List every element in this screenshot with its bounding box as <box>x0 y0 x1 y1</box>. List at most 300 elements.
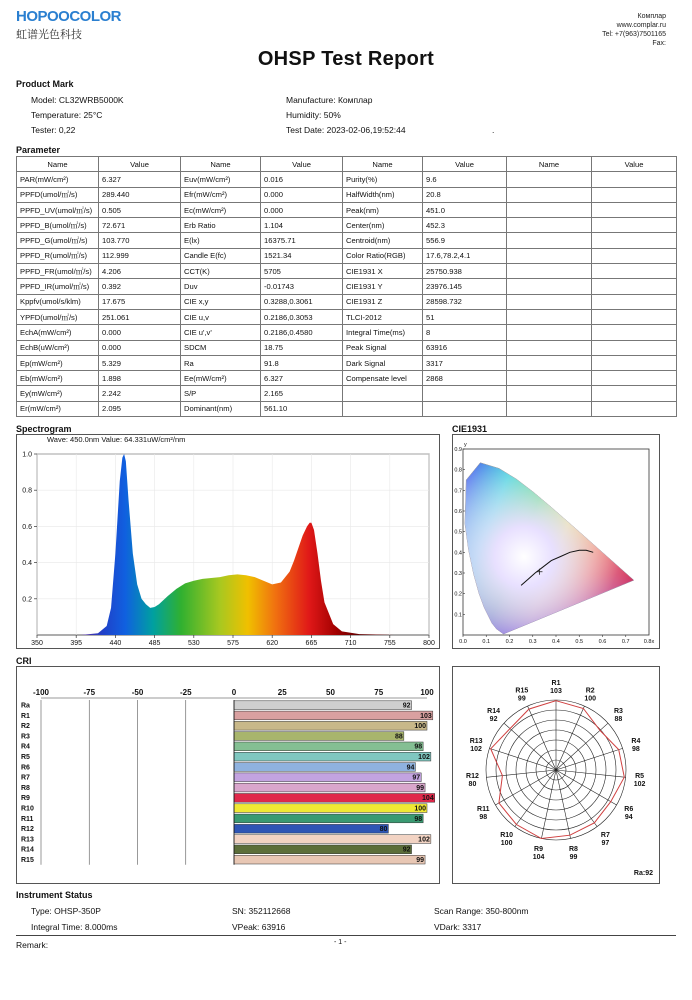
parameter-name-cell: CCT(K) <box>181 264 261 279</box>
polar-label: R12 <box>466 772 479 780</box>
parameter-value-cell <box>592 386 677 401</box>
model: Model: CL32WRB5000K <box>31 95 124 105</box>
spectrum-xtick-label: 755 <box>383 640 396 647</box>
parameter-name-cell: Efr(mW/cm²) <box>181 187 261 202</box>
spectrum-ytick-label: 0.4 <box>22 560 32 568</box>
parameter-value-cell <box>423 401 507 416</box>
cri-row-label: R3 <box>21 733 30 741</box>
cri-bar <box>234 835 431 844</box>
parameter-name-cell: CIE u,v <box>181 309 261 324</box>
parameter-value-cell: 1.898 <box>99 371 181 386</box>
parameter-row <box>17 325 677 340</box>
parameter-header-cell: Name <box>181 157 261 172</box>
cri-axis-label: -100 <box>32 688 50 697</box>
parameter-name-cell <box>507 279 592 294</box>
polar-value: 102 <box>470 746 482 754</box>
cri-bar-value: 99 <box>416 857 425 864</box>
cri-bar <box>234 824 388 833</box>
parameter-name-cell: EchB(uW/cm²) <box>17 340 99 355</box>
cie-xtick-label: 0.7 <box>621 639 630 645</box>
tester: Tester: 0,22 <box>31 125 76 135</box>
polar-label: R14 <box>487 707 500 715</box>
parameter-table <box>16 156 677 417</box>
parameter-value-cell: 251.061 <box>99 309 181 324</box>
parameter-value-cell: 5705 <box>261 264 343 279</box>
parameter-row <box>17 355 677 370</box>
cri-row-label: R13 <box>21 836 34 844</box>
spectrum-xtick-label: 710 <box>344 640 357 647</box>
parameter-name-cell <box>343 386 423 401</box>
parameter-value-cell: 1.104 <box>261 218 343 233</box>
parameter-value-cell <box>592 233 677 248</box>
parameter-value-cell: 0.505 <box>99 202 181 217</box>
spectrum-xtick-label: 530 <box>187 640 200 647</box>
footer-divider <box>16 935 676 936</box>
cie-ytick-label: 0.5 <box>454 529 462 536</box>
logo-subtitle: 虹谱光色科技 <box>16 28 82 41</box>
spectrum-xtick-label: 440 <box>109 640 122 647</box>
parameter-name-cell: PPFD_B(umol/㎡/s) <box>17 218 99 233</box>
parameter-name-cell <box>507 233 592 248</box>
spectrogram-panel <box>16 434 440 649</box>
cri-row-label: R9 <box>21 795 30 803</box>
spectrum-ytick-label: 0.8 <box>22 487 32 495</box>
parameter-value-cell: 5.329 <box>99 355 181 370</box>
cri-row-label: Ra <box>21 702 30 710</box>
parameter-name-cell: Purity(%) <box>343 172 423 187</box>
cri-row-label: R15 <box>21 857 34 864</box>
instrument-type: Type: OHSP-350P <box>31 906 101 916</box>
polar-label: R15 <box>515 687 529 695</box>
parameter-value-cell <box>592 309 677 324</box>
spectrum-readout: Wave: 450.0nm Value: 64.331uW/cm²/nm <box>47 435 186 444</box>
parameter-row <box>17 202 677 217</box>
parameter-value-cell: 4.206 <box>99 264 181 279</box>
cri-bar-value: 94 <box>406 764 415 772</box>
cie-ytick-label: 0.2 <box>454 591 462 598</box>
parameter-value-cell: 17.6,78.2,4.1 <box>423 248 507 263</box>
cie-xtick-label: 0.2 <box>505 639 514 645</box>
fax: Fax: <box>652 40 666 47</box>
cri-axis-label: 75 <box>374 688 384 697</box>
cie-ytick-label: 0.3 <box>454 571 462 577</box>
parameter-name-cell <box>507 325 592 340</box>
cie-ytick-label: 0.1 <box>454 612 462 619</box>
parameter-name-cell: E(lx) <box>181 233 261 248</box>
vdark: VDark: 3317 <box>434 922 482 932</box>
parameter-row <box>17 279 677 294</box>
polar-value: 94 <box>624 814 633 821</box>
parameter-value-cell: 6.327 <box>261 371 343 386</box>
parameter-name-cell: Ey(mW/cm²) <box>17 386 99 401</box>
parameter-value-cell <box>592 248 677 263</box>
parameter-value-cell: 451.0 <box>423 202 507 217</box>
parameter-value-cell <box>592 355 677 370</box>
cri-bar <box>234 721 427 730</box>
cri-bar-chart <box>17 667 439 883</box>
cie-panel <box>452 434 660 649</box>
parameter-row <box>17 309 677 324</box>
spectrum-chart <box>17 435 439 648</box>
parameter-name-cell: EchA(mW/cm²) <box>17 325 99 340</box>
parameter-name-cell: Erb Ratio <box>181 218 261 233</box>
cri-bar <box>234 701 412 710</box>
parameter-name-cell: PPFD_G(umol/㎡/s) <box>17 233 99 248</box>
parameter-value-cell <box>423 386 507 401</box>
polar-spoke <box>489 748 556 770</box>
parameter-name-cell: Ep(mW/cm²) <box>17 355 99 370</box>
cri-bar <box>234 804 427 813</box>
instrument-sn: SN: 352112668 <box>232 906 291 916</box>
cie-heading: CIE1931 <box>452 424 488 434</box>
cri-bar-value: 92 <box>402 846 411 854</box>
parameter-value-cell <box>592 294 677 309</box>
polar-value: 99 <box>569 854 578 862</box>
parameter-name-cell: PPFD(umol/㎡/s) <box>17 187 99 202</box>
spectrum-xtick-label: 485 <box>148 640 161 647</box>
parameter-name-cell <box>507 355 592 370</box>
cri-row-label: R7 <box>21 774 30 782</box>
instrument-heading: Instrument Status <box>16 890 93 900</box>
parameter-name-cell <box>507 202 592 217</box>
cri-polar-panel <box>452 666 660 884</box>
parameter-name-cell <box>507 187 592 202</box>
humidity: Humidity: 50% <box>286 110 341 120</box>
parameter-value-cell: 16375.71 <box>261 233 343 248</box>
parameter-name-cell: Ra <box>181 355 261 370</box>
polar-label: R4 <box>631 738 641 746</box>
parameter-name-cell <box>343 401 423 416</box>
cri-bar <box>234 814 423 823</box>
company-logo <box>16 8 121 42</box>
parameter-value-cell: 91.8 <box>261 355 343 370</box>
integral-time: Integral Time: 8.000ms <box>31 922 118 932</box>
parameter-name-cell: HalfWidth(nm) <box>343 187 423 202</box>
parameter-value-cell <box>592 401 677 416</box>
cri-row-label: R4 <box>21 743 30 751</box>
parameter-header-cell: Value <box>423 157 507 172</box>
cri-axis-label: 0 <box>231 688 237 697</box>
polar-value: 103 <box>550 688 562 695</box>
vpeak: VPeak: 63916 <box>232 922 286 932</box>
cri-row-label: R10 <box>21 805 34 813</box>
cri-row-label: R14 <box>21 846 34 854</box>
cri-row-label: R8 <box>21 784 30 792</box>
polar-label: R13 <box>469 738 483 746</box>
cie-xtick-label: 0.4 <box>552 639 560 645</box>
cri-row-label: R5 <box>21 754 30 761</box>
parameter-value-cell: 0.3288,0.3061 <box>261 294 343 309</box>
parameter-row <box>17 371 677 386</box>
parameter-row <box>17 294 677 309</box>
parameter-name-cell: Ee(mW/cm²) <box>181 371 261 386</box>
spectrum-ytick-label: 0.6 <box>22 523 32 531</box>
parameter-row <box>17 264 677 279</box>
temperature: Temperature: 25°C <box>31 110 103 120</box>
parameter-header-cell: Value <box>592 157 677 172</box>
parameter-row <box>17 233 677 248</box>
polar-label: R2 <box>585 687 595 695</box>
parameter-header-cell: Name <box>17 157 99 172</box>
parameter-name-cell: Ec(mW/cm²) <box>181 202 261 217</box>
parameter-header-row <box>17 157 677 172</box>
cie-ytick-label: 0.7 <box>454 488 462 495</box>
parameter-name-cell: TLCI-2012 <box>343 309 423 324</box>
cie-ytick-label: 0.6 <box>454 509 462 515</box>
parameter-value-cell: 2.165 <box>261 386 343 401</box>
spectrogram-heading: Spectrogram <box>16 424 72 434</box>
parameter-name-cell <box>507 371 592 386</box>
parameter-row <box>17 172 677 187</box>
parameter-value-cell <box>592 264 677 279</box>
parameter-name-cell: Compensate level <box>343 371 423 386</box>
cri-bar <box>234 742 423 751</box>
cie-y-unit: y <box>464 442 467 448</box>
parameter-value-cell: 0.016 <box>261 172 343 187</box>
parameter-name-cell <box>507 218 592 233</box>
parameter-name-cell <box>507 172 592 187</box>
parameter-value-cell: 112.999 <box>99 248 181 263</box>
parameter-header-cell: Name <box>343 157 423 172</box>
cri-bar <box>234 763 415 772</box>
parameter-value-cell <box>592 218 677 233</box>
parameter-name-cell: PPFD_UV(umol/㎡/s) <box>17 202 99 217</box>
spectrum-xtick-label: 800 <box>423 640 435 647</box>
parameter-name-cell: PPFD_FR(umol/㎡/s) <box>17 264 99 279</box>
parameter-value-cell: 3317 <box>423 355 507 370</box>
parameter-name-cell: Integral Time(ms) <box>343 325 423 340</box>
parameter-value-cell: 0.000 <box>99 325 181 340</box>
parameter-value-cell: 2.242 <box>99 386 181 401</box>
product-mark-heading: Product Mark <box>16 79 74 89</box>
parameter-value-cell: 23976.145 <box>423 279 507 294</box>
parameter-name-cell: CIE u',v' <box>181 325 261 340</box>
polar-value: 97 <box>601 839 610 847</box>
parameter-heading: Parameter <box>16 145 61 155</box>
spectrum-xtick-label: 395 <box>70 640 83 647</box>
parameter-row <box>17 218 677 233</box>
cri-bar-value: 97 <box>412 774 421 782</box>
parameter-name-cell: PPFD_IR(umol/㎡/s) <box>17 279 99 294</box>
company-name: Комплар <box>637 13 666 20</box>
parameter-name-cell: CIE x,y <box>181 294 261 309</box>
cri-axis-label: -25 <box>179 688 192 697</box>
spectrum-xtick-label: 575 <box>227 640 239 647</box>
parameter-name-cell: Color Ratio(RGB) <box>343 248 423 263</box>
parameter-value-cell: 17.675 <box>99 294 181 309</box>
cri-bar-value: 88 <box>395 733 403 741</box>
spectrum-ytick-label: 0.2 <box>22 596 32 604</box>
cri-bar-value: 98 <box>414 743 423 751</box>
parameter-value-cell: 103.770 <box>99 233 181 248</box>
polar-label: R9 <box>534 846 544 854</box>
parameter-row <box>17 401 677 416</box>
remark-label: Remark: <box>16 940 49 950</box>
polar-value: 98 <box>631 746 640 754</box>
parameter-name-cell <box>507 309 592 324</box>
parameter-value-cell: -0.01743 <box>261 279 343 294</box>
cri-row-label: R6 <box>21 764 30 772</box>
parameter-value-cell: 452.3 <box>423 218 507 233</box>
parameter-name-cell: CIE1931 Z <box>343 294 423 309</box>
parameter-value-cell <box>592 172 677 187</box>
parameter-header-cell: Name <box>507 157 592 172</box>
cri-bar <box>234 711 433 720</box>
website: www.complar.ru <box>616 22 666 29</box>
parameter-value-cell: 51 <box>423 309 507 324</box>
parameter-value-cell: 18.75 <box>261 340 343 355</box>
cri-bar-value: 100 <box>414 805 426 813</box>
parameter-value-cell: 556.9 <box>423 233 507 248</box>
parameter-value-cell: 8 <box>423 325 507 340</box>
test-date: Test Date: 2023-02-06,19:52:44 <box>286 125 406 135</box>
parameter-value-cell: 2868 <box>423 371 507 386</box>
cri-bar-value: 92 <box>402 702 411 710</box>
cie-ytick-label: 0.8 <box>454 467 462 474</box>
parameter-name-cell: CIE1931 Y <box>343 279 423 294</box>
cie-ytick-label: 0.4 <box>454 550 462 557</box>
cie-xtick-label: 0.6 <box>598 639 607 645</box>
cri-polar-chart <box>453 667 659 883</box>
parameter-name-cell: Euv(mW/cm²) <box>181 172 261 187</box>
cri-heading: CRI <box>16 656 32 666</box>
polar-value: 104 <box>532 854 545 862</box>
parameter-name-cell <box>507 294 592 309</box>
page-number: - 1 - <box>334 939 347 946</box>
cri-bar-value: 103 <box>420 712 432 720</box>
spectrum-xtick-label: 665 <box>305 640 318 647</box>
cie-x-unit: 0.8x <box>643 639 655 645</box>
parameter-name-cell: Peak Signal <box>343 340 423 355</box>
polar-value: 99 <box>517 695 526 703</box>
parameter-name-cell <box>507 264 592 279</box>
cri-bar <box>234 794 435 803</box>
parameter-value-cell <box>592 187 677 202</box>
cri-axis-label: -75 <box>83 688 96 697</box>
parameter-name-cell: PAR(mW/cm²) <box>17 172 99 187</box>
cri-bar <box>234 845 412 854</box>
parameter-name-cell: Dark Signal <box>343 355 423 370</box>
parameter-value-cell: 0.392 <box>99 279 181 294</box>
trailing-dot: . <box>492 125 495 135</box>
spectrum-xtick-label: 350 <box>31 640 43 647</box>
polar-label: R3 <box>613 707 623 715</box>
cri-row-label: R1 <box>21 712 30 720</box>
cri-row-label: R12 <box>21 826 34 834</box>
parameter-name-cell: Eb(mW/cm²) <box>17 371 99 386</box>
parameter-value-cell: 561.10 <box>261 401 343 416</box>
polar-value: 80 <box>468 780 477 788</box>
parameter-name-cell: Peak(nm) <box>343 202 423 217</box>
cie-diagram <box>453 435 659 648</box>
parameter-row <box>17 340 677 355</box>
parameter-value-cell: 0.000 <box>99 340 181 355</box>
parameter-value-cell: 1521.34 <box>261 248 343 263</box>
cri-axis-label: 100 <box>420 688 434 697</box>
cri-axis-label: -50 <box>131 688 144 697</box>
parameter-name-cell: S/P <box>181 386 261 401</box>
scan-range: Scan Range: 350-800nm <box>434 906 529 916</box>
parameter-value-cell: 20.8 <box>423 187 507 202</box>
cri-bar-value: 104 <box>422 795 434 803</box>
polar-value: 88 <box>614 715 623 723</box>
parameter-value-cell: 2.095 <box>99 401 181 416</box>
parameter-name-cell: Duv <box>181 279 261 294</box>
parameter-value-cell <box>592 202 677 217</box>
cri-bar-value: 100 <box>414 723 426 731</box>
telephone: Tel: +7(963)7501165 <box>602 31 666 38</box>
parameter-value-cell: 25750.938 <box>423 264 507 279</box>
cri-bar <box>234 855 425 864</box>
parameter-value-cell: 0.2186,0.4580 <box>261 325 343 340</box>
parameter-name-cell: CIE1931 X <box>343 264 423 279</box>
polar-value: 102 <box>633 780 646 788</box>
parameter-value-cell: 0.000 <box>261 202 343 217</box>
cri-bar-value: 98 <box>414 815 423 823</box>
manufacture: Manufacture: Комплар <box>286 95 373 105</box>
cri-bar-value: 99 <box>416 784 425 792</box>
parameter-value-cell <box>592 279 677 294</box>
cri-axis-label: 25 <box>277 688 287 697</box>
cri-bar <box>234 732 404 741</box>
parameter-row <box>17 248 677 263</box>
polar-label: R1 <box>551 680 561 687</box>
parameter-name-cell: Centroid(nm) <box>343 233 423 248</box>
polar-label: R10 <box>500 831 514 839</box>
polar-value: 92 <box>489 715 498 723</box>
contact-info <box>602 12 666 48</box>
parameter-value-cell: 0.000 <box>261 187 343 202</box>
parameter-value-cell: 289.440 <box>99 187 181 202</box>
parameter-value-cell <box>592 325 677 340</box>
parameter-value-cell: 72.671 <box>99 218 181 233</box>
parameter-row <box>17 187 677 202</box>
parameter-name-cell: Kppfv(umol/s/klm) <box>17 294 99 309</box>
cri-bar <box>234 783 425 792</box>
parameter-value-cell: 9.6 <box>423 172 507 187</box>
cri-bar <box>234 773 421 782</box>
parameter-name-cell <box>507 248 592 263</box>
parameter-value-cell: 63916 <box>423 340 507 355</box>
cie-xtick-label: 0.0 <box>459 639 467 645</box>
parameter-name-cell: SDCM <box>181 340 261 355</box>
spectrum-xtick-label: 620 <box>266 640 279 647</box>
report-title: OHSP Test Report <box>257 48 435 70</box>
polar-value: 100 <box>500 839 513 847</box>
cri-axis-label: 50 <box>326 688 335 697</box>
parameter-value-cell: 0.2186,0.3053 <box>261 309 343 324</box>
cri-row-label: R11 <box>21 815 34 823</box>
polar-spoke <box>556 748 623 770</box>
parameter-name-cell <box>507 340 592 355</box>
parameter-header-cell: Value <box>99 157 181 172</box>
parameter-name-cell: Center(nm) <box>343 218 423 233</box>
polar-value: 98 <box>479 814 488 821</box>
parameter-value-cell <box>592 340 677 355</box>
polar-label: R6 <box>624 806 634 813</box>
polar-label: R7 <box>600 831 610 839</box>
polar-label: R8 <box>568 846 578 854</box>
cri-bar-value: 102 <box>418 836 430 844</box>
polar-label: R11 <box>477 806 490 813</box>
parameter-name-cell: Dominant(nm) <box>181 401 261 416</box>
parameter-name-cell <box>507 386 592 401</box>
parameter-value-cell <box>592 371 677 386</box>
parameter-name-cell: Candle E(fc) <box>181 248 261 263</box>
parameter-name-cell <box>507 401 592 416</box>
parameter-row <box>17 386 677 401</box>
parameter-header-cell: Value <box>261 157 343 172</box>
